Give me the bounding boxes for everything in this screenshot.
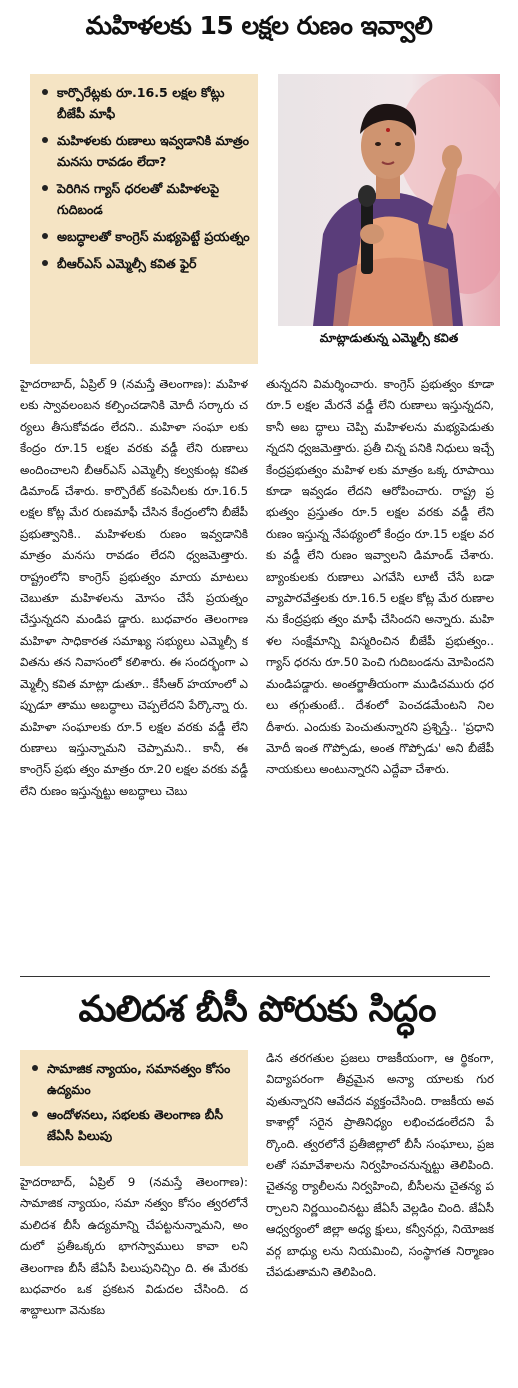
bullet-icon	[42, 260, 48, 266]
highlight-item: అబద్ధాలతో కాంగ్రెస్ మభ్యపెట్టే ప్రయత్నం	[42, 226, 250, 247]
photo-caption: మాట్లాడుతున్న ఎమ్మెల్సీ కవిత	[319, 331, 459, 345]
article2-headline: మలిదశ బీసీ పోరుకు సిద్ధం	[78, 989, 436, 1030]
article1-body-column-2: తున్నదని విమర్శించారు. కాంగ్రెస్ ప్రభుత్వం కూడా రూ.5 లక్షల మేరనే వడ్డీ లేని రుణాలు ఇస్తున్నదని, కానీ అబ ద్ధాలు చెప్పి మహిళలను మభ్యపెడుతు న్నదని ధ్వజమెత్తారు. ప్రతీ చిన్న పనికి నిధులు ఇచ్చే కేంద్రప్రభుత్వం మహిళ లకు మాత్రం ఒక్క రూపాయి కూడా ఇవ్వడం లేదని ఆరోపించారు. రాష్ట్ర ప్రభుత్వం ప్రస్తుతం రూ.5 లక్షల వరకు వడ్డీ లేని రుణం ఇస్తున్న నేపథ్యంలో కేంద్రం రూ.15 లక్షల వరకు వడ్డీ లేని రుణం ఇవ్వాలని డిమాండ్ చేశారు. బ్యాంకులకు రుణాలు ఎగవేసి లూటీ చేసే బడా వ్యాపారవేత్తలకు రూ.16.5 లక్షల కోట్ల మేర రుణాలను కేంద్రప్రభు త్వం మాఫీ చేసిందని అన్నారు. మహి ళల సంక్షేమాన్ని విస్మరించిన బీజేపీ ప్రభుత్వం.. గ్యాస్ ధరను రూ.50 పెంచి గుదిబండను మోపిందని మండిపడ్డారు. అంతర్జాతీయంగా ముడిచమురు ధరలు తగ్గుతుంటే.. దేశంలో పెంచడమేంటని నిలదీశారు. ఎందుకు పెంచుతున్నారని ప్రశ్నిస్తే.. 'ప్రధాని మోదీ ఇంత గొప్పోడు, అంత గొప్పోడు' అని బీజేపీ నాయకులు అంటున్నారని ఎద్దేవా చేశారు.	[266, 377, 494, 777]
article1-headline: మహిళలకు 15 లక్షల రుణం ఇవ్వాలి	[85, 11, 433, 40]
highlight-item: ఆందోళనలు, సభలకు తెలంగాణ బీసీ జేఏసీ పిలుపు	[32, 1104, 240, 1146]
speaker-photo-illustration	[278, 74, 500, 326]
article1-highlights-box	[30, 74, 258, 364]
article1-body	[20, 374, 494, 969]
bullet-icon	[42, 185, 48, 191]
highlight-item: సామాజిక న్యాయం, సమానత్వం కోసం ఉద్యమం	[32, 1058, 240, 1100]
bullet-icon	[32, 1065, 38, 1071]
article2-highlights-box	[20, 1050, 248, 1166]
bullet-icon	[42, 137, 48, 143]
article1-top-section	[10, 74, 508, 370]
section-divider	[20, 976, 490, 977]
bullet-icon	[42, 233, 48, 239]
article2-body-column-1: హైదరాబాద్, ఏప్రిల్ 9 (నమస్తే తెలంగాణ): సామాజిక న్యాయం, సమా నత్వం కోసం త్వరలోనే మలిదశ బీసీ ఉద్యమాన్ని చేపట్టనున్నామని, అం దులో ప్రతీఒక్కరు భాగస్వాములు కావా లని తెలంగాణ బీసీ జేఏసీ పిలుపునిచ్చిం ది. ఈ మేరకు బుధవారం ఒక ప్రకటన విడుదల చేసింది. దశాబ్దాలుగా వెనుకబ	[20, 1175, 248, 1318]
highlight-item: మహిళలకు రుణాలు ఇవ్వడానికి మాత్రం మనసు రావడం లేదా?	[42, 130, 250, 172]
highlight-item: కార్పొరేట్లకు రూ.16.5 లక్షల కోట్లు బీజేపీ మాఫీ	[42, 82, 250, 124]
highlight-item: పెరిగిన గ్యాస్ ధరలతో మహిళలపై గుదిబండ	[42, 178, 250, 220]
article1-body-column-1: హైదరాబాద్, ఏప్రిల్ 9 (నమస్తే తెలంగాణ): మహిళలకు స్వావలంబన కల్పించడానికి మోదీ సర్కారు చర్యలు తీసుకోవడం లేదని.. మహిళా సంఘా లకు కేంద్రం రూ.15 లక్షల వరకు వడ్డీ లేని రుణాలు అందించాలని బీఆర్ఎస్ ఎమ్మెల్సీ కల్వకుంట్ల కవిత డిమాండ్ చేశారు. కార్పొరేట్ కంపెనీలకు రూ.16.5 లక్షల కోట్ల మేర రుణమాఫీ చేసిన కేంద్రంలోని బీజేపీ ప్రభుత్వానికి.. మహిళలకు రుణం ఇవ్వడానికి మాత్రం మనసు రావడం లేదని ధ్వజమెత్తారు. రాష్ట్రంలోని కాంగ్రెస్ ప్రభుత్వం మాయ మాటలు చెబుతూ మహిళలను మోసం చేసే ప్రయత్నం చేస్తున్నదని మండిప డ్డారు. బుధవారం తెలంగాణ మహిళా సాధికారత సమాఖ్య సభ్యులు ఎమ్మెల్సీ కవితను తన నివాసంలో కలిశారు. ఈ సందర్భంగా ఎమ్మెల్సీ కవిత మాట్లా డుతూ.. కేసీఆర్ హయాంలో ఎప్పుడూ తాము అబద్ధాలు చెప్పలేదని పేర్కొన్నా రు. మహిళా సంఘాలకు రూ.5 లక్షల వరకు వడ్డీ లేని రుణాలు ఇస్తున్నామని చెప్పామని.. కానీ, ఈ కాంగ్రెస్ ప్రభు త్వం మాత్రం రూ.20 లక్షల వరకు వడ్డీ లేని రుణం ఇస్తున్నట్టు అబద్ధాలు చెబు	[20, 377, 248, 798]
article2-body-column-2: డిన తరగతుల ప్రజలు రాజకీయంగా, ఆ ర్థికంగా, విద్యాపరంగా తీవ్రమైన అన్యా యాలకు గురవుతున్నారని ఆవేదన వ్యక్తంచేసింది. రాజకీయ అవకాశాల్లో సరైన ప్రాతినిధ్యం లభించడంలేదని పే ర్కొంది. త్వరలోనే ప్రతీజిల్లాలో బీసీ సంఘాలు, ప్రజలతో సమావేశాలను నిర్వహించనున్నట్టు తెలిపింది. చైతన్య ర్యాలీలను నిర్వహించి, బీసీలను చైతన్య పర్చాలని నిర్ణయించినట్టు జేఏసీ వెల్లడిం చింది. జేఏసీ ఆధ్వర్యంలో జిల్లా అధ్య క్షులు, కన్వీనర్లు, నియోజకవర్గ బాధ్యు లను నియమించి, సంస్థాగత నిర్మాణం చేపడుతామని తెలిపింది.	[266, 1051, 494, 1280]
speaker-photo	[278, 74, 500, 326]
highlight-item: బీఆర్ఎస్ ఎమ్మెల్సీ కవిత ఫైర్	[42, 253, 250, 274]
bullet-icon	[32, 1111, 38, 1117]
bullet-icon	[42, 89, 48, 95]
